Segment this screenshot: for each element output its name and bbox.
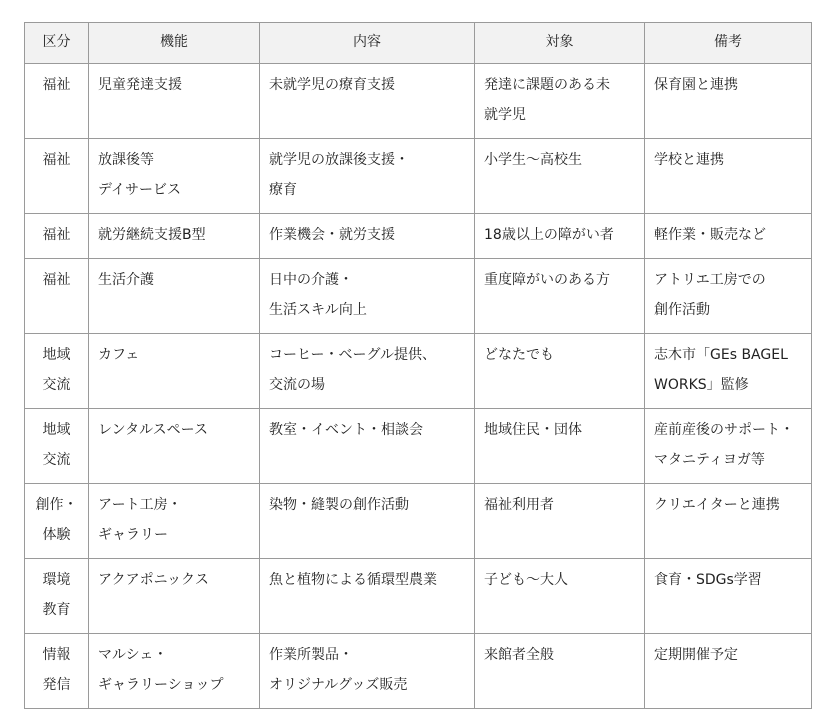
- category-cell: 情報 発信: [25, 634, 89, 709]
- table-row: [25, 214, 812, 259]
- content-cell: 日中の介護・ 生活スキル向上: [260, 259, 475, 334]
- table-row: [25, 334, 812, 409]
- notes-cell: 定期開催予定: [645, 634, 812, 709]
- header-content: 内容: [260, 23, 475, 64]
- function-cell: マルシェ・ ギャラリーショップ: [89, 634, 260, 709]
- table-row: [25, 559, 812, 634]
- notes-cell: 志木市「GEs BAGEL WORKS」監修: [645, 334, 812, 409]
- function-cell: 放課後等 デイサービス: [89, 139, 260, 214]
- category-cell: 地域 交流: [25, 409, 89, 484]
- target-cell: 福祉利用者: [475, 484, 645, 559]
- target-cell: 小学生～高校生: [475, 139, 645, 214]
- function-cell: アクアポニックス: [89, 559, 260, 634]
- notes-cell: 学校と連携: [645, 139, 812, 214]
- header-function: 機能: [89, 23, 260, 64]
- category-cell: 環境 教育: [25, 559, 89, 634]
- header-notes: 備考: [645, 23, 812, 64]
- function-cell: 生活介護: [89, 259, 260, 334]
- category-cell: 福祉: [25, 214, 89, 259]
- table-row: [25, 634, 812, 709]
- notes-cell: 産前産後のサポート・ マタニティヨガ等: [645, 409, 812, 484]
- content-cell: コーヒー・ベーグル提供、 交流の場: [260, 334, 475, 409]
- table-row: [25, 409, 812, 484]
- content-cell: 作業所製品・ オリジナルグッズ販売: [260, 634, 475, 709]
- table-container: [24, 22, 812, 709]
- target-cell: 発達に課題のある未 就学児: [475, 64, 645, 139]
- content-cell: 作業機会・就労支援: [260, 214, 475, 259]
- target-cell: 18歳以上の障がい者: [475, 214, 645, 259]
- content-cell: 未就学児の療育支援: [260, 64, 475, 139]
- target-cell: 子ども～大人: [475, 559, 645, 634]
- service-table: [24, 22, 812, 709]
- content-cell: 染物・縫製の創作活動: [260, 484, 475, 559]
- category-cell: 福祉: [25, 64, 89, 139]
- function-cell: 就労継続支援B型: [89, 214, 260, 259]
- target-cell: 来館者全般: [475, 634, 645, 709]
- notes-cell: 食育・SDGs学習: [645, 559, 812, 634]
- table-row: [25, 484, 812, 559]
- header-target: 対象: [475, 23, 645, 64]
- content-cell: 魚と植物による循環型農業: [260, 559, 475, 634]
- target-cell: どなたでも: [475, 334, 645, 409]
- notes-cell: 保育園と連携: [645, 64, 812, 139]
- function-cell: 児童発達支援: [89, 64, 260, 139]
- function-cell: カフェ: [89, 334, 260, 409]
- category-cell: 福祉: [25, 139, 89, 214]
- target-cell: 重度障がいのある方: [475, 259, 645, 334]
- target-cell: 地域住民・団体: [475, 409, 645, 484]
- notes-cell: クリエイターと連携: [645, 484, 812, 559]
- table-row: [25, 64, 812, 139]
- header-row: [25, 23, 812, 64]
- content-cell: 教室・イベント・相談会: [260, 409, 475, 484]
- function-cell: アート工房・ ギャラリー: [89, 484, 260, 559]
- table-row: [25, 139, 812, 214]
- table-row: [25, 259, 812, 334]
- function-cell: レンタルスペース: [89, 409, 260, 484]
- notes-cell: 軽作業・販売など: [645, 214, 812, 259]
- notes-cell: アトリエ工房での 創作活動: [645, 259, 812, 334]
- category-cell: 創作・ 体験: [25, 484, 89, 559]
- header-category: 区分: [25, 23, 89, 64]
- category-cell: 福祉: [25, 259, 89, 334]
- content-cell: 就学児の放課後支援・ 療育: [260, 139, 475, 214]
- category-cell: 地域 交流: [25, 334, 89, 409]
